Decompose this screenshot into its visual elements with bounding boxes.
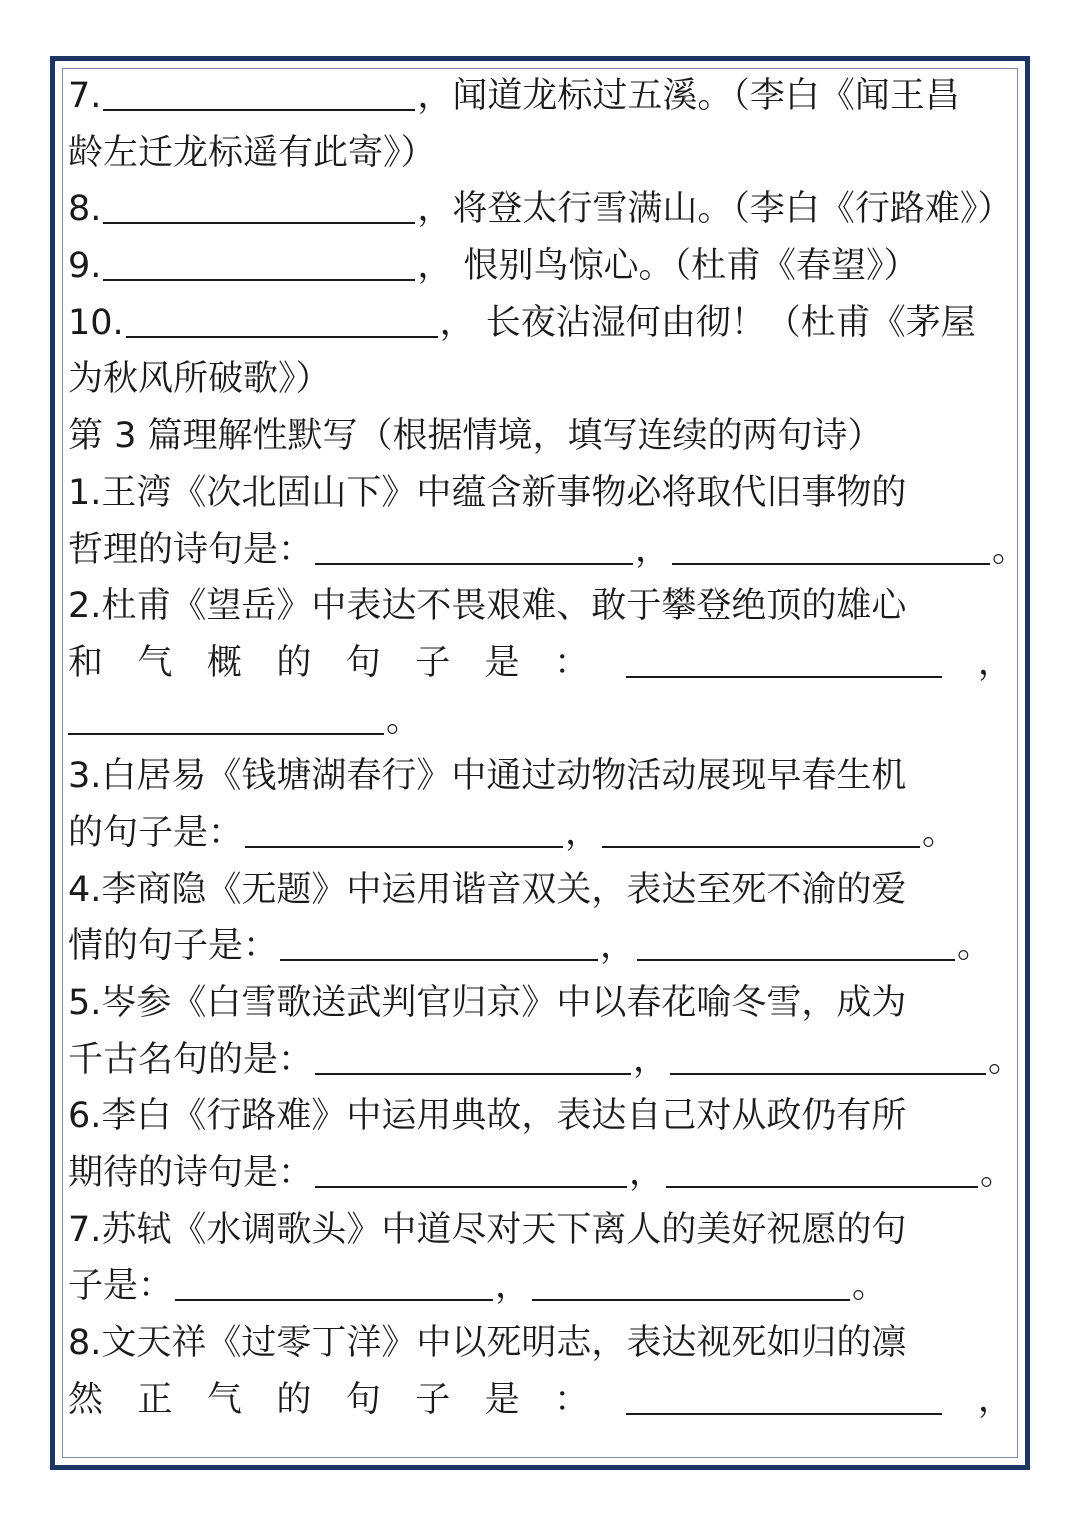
answer-blank-1[interactable] (626, 642, 942, 678)
question-char: 子 (415, 642, 451, 683)
p3-question-8-line1 (68, 1315, 1013, 1372)
answer-blank-1[interactable] (245, 812, 563, 848)
question-number: 10. (68, 302, 124, 343)
question-text: 7.苏轼《水调歌头》中道尽对天下离人的美好祝愿的句 (68, 1209, 907, 1250)
comma: ， (495, 1266, 531, 1307)
question-char: 概 (206, 642, 242, 683)
comma: ， (977, 642, 1013, 683)
p3-question-7-line2 (68, 1258, 1013, 1315)
question-char: 和 (68, 642, 104, 683)
question-char: ： (554, 1379, 590, 1420)
question-10-line (68, 295, 1013, 352)
answer-blank-1[interactable] (175, 1265, 493, 1301)
p3-question-4-line1 (68, 862, 1013, 919)
question-char: 是 (484, 642, 520, 683)
question-text: 龄左迁龙标遥有此寄》） (68, 132, 436, 173)
question-text: 8.文天祥《过零丁洋》中以死明志，表达视死如归的凛 (68, 1323, 907, 1364)
question-text: 期待的诗句是： (68, 1153, 314, 1194)
answer-blank-1[interactable] (315, 1039, 631, 1075)
period: 。 (992, 529, 1028, 570)
section-heading (68, 408, 1013, 465)
question-number: 7. (68, 76, 102, 116)
p3-question-8-line2 (68, 1372, 1013, 1429)
question-char: 然 (68, 1379, 104, 1420)
question-char: 气 (206, 1379, 242, 1420)
answer-blank-1[interactable] (315, 1152, 627, 1188)
p3-question-2-line3 (68, 692, 1013, 749)
answer-blank[interactable] (103, 75, 415, 111)
answer-blank-1[interactable] (315, 529, 633, 565)
question-char: 是 (484, 1379, 520, 1420)
period: 。 (957, 926, 993, 967)
answer-blank[interactable] (126, 302, 438, 338)
p3-question-1-line2 (68, 522, 1028, 579)
question-number: 8. (68, 189, 102, 230)
question-10-continued (68, 351, 1013, 408)
period: 。 (386, 699, 422, 740)
p3-question-1-line1 (68, 465, 1013, 522)
p3-question-5-line1 (68, 975, 1013, 1032)
period: 。 (852, 1266, 888, 1307)
question-8-line (68, 181, 1013, 238)
answer-blank[interactable] (103, 188, 415, 224)
question-char: 的 (276, 1379, 312, 1420)
period: 。 (988, 1039, 1024, 1080)
p3-question-6-line2 (68, 1145, 1016, 1202)
comma: ， (635, 529, 671, 570)
question-char: 句 (345, 1379, 381, 1420)
comma: ， (629, 1153, 665, 1194)
question-char: 气 (137, 642, 173, 683)
section-title: 第 3 篇理解性默写（根据情境，填写连续的两句诗） (68, 416, 883, 457)
question-text: 哲理的诗句是： (68, 529, 314, 570)
answer-blank-1[interactable] (280, 925, 598, 961)
question-char: 子 (415, 1379, 451, 1420)
p3-question-3-line1 (68, 748, 1013, 805)
question-text: 情的句子是： (68, 926, 279, 967)
question-text: 6.李白《行路难》中运用典故，表达自己对从政仍有所 (68, 1096, 907, 1137)
answer-blank-2[interactable] (670, 1039, 986, 1075)
comma: ， (633, 1039, 669, 1080)
p3-question-3-line2 (68, 805, 1013, 862)
p3-question-7-line1 (68, 1202, 1013, 1259)
question-text: 1.王湾《次北固山下》中蕴含新事物必将取代旧事物的 (68, 472, 907, 513)
question-text: 为秋风所破歌》） (68, 359, 331, 400)
period: 。 (980, 1153, 1016, 1194)
answer-blank-2[interactable] (68, 699, 384, 735)
question-text: ，闻道龙标过五溪。（李白《闻王昌 (417, 76, 960, 116)
answer-blank-2[interactable] (532, 1265, 850, 1301)
answer-blank-2[interactable] (672, 529, 990, 565)
question-7-line (68, 68, 1013, 125)
question-text: 4.李商隐《无题》中运用谐音双关，表达至死不渝的爱 (68, 869, 907, 910)
period: 。 (922, 812, 958, 853)
question-text: ， 恨别鸟惊心。（杜甫《春望》） (417, 246, 919, 287)
question-text: 3.白居易《钱塘湖春行》中通过动物活动展现早春生机 (68, 756, 907, 797)
question-text: ， 长夜沾湿何由彻！（杜甫《茅屋 (439, 302, 976, 343)
p3-question-2-line2 (68, 635, 1013, 692)
question-text: ，将登太行雪满山。（李白《行路难》） (417, 189, 1013, 230)
question-char: 句 (345, 642, 381, 683)
answer-blank-2[interactable] (602, 812, 920, 848)
comma: ， (977, 1379, 1013, 1420)
question-9-line (68, 238, 1013, 295)
p3-question-4-line2 (68, 918, 1013, 975)
question-text: 的句子是： (68, 812, 244, 853)
question-char: ： (554, 642, 590, 683)
p3-question-5-line2 (68, 1032, 1024, 1089)
comma: ， (565, 812, 601, 853)
question-char: 正 (137, 1379, 173, 1420)
question-text: 2.杜甫《望岳》中表达不畏艰难、敢于攀登绝顶的雄心 (68, 586, 907, 627)
answer-blank[interactable] (103, 245, 415, 281)
answer-blank-1[interactable] (626, 1379, 942, 1415)
question-text: 子是： (68, 1266, 174, 1307)
question-text: 5.岑参《白雪歌送武判官归京》中以春花喻冬雪，成为 (68, 983, 907, 1023)
p3-question-6-line1 (68, 1088, 1013, 1145)
answer-blank-2[interactable] (666, 1152, 978, 1188)
comma: ， (600, 926, 636, 967)
answer-blank-2[interactable] (637, 925, 955, 961)
question-char: 的 (276, 642, 312, 683)
p3-question-2-line1 (68, 578, 1013, 635)
worksheet-content (68, 68, 1028, 1429)
question-7-continued (68, 125, 1013, 182)
question-text: 千古名句的是： (68, 1039, 314, 1080)
question-number: 9. (68, 246, 102, 287)
